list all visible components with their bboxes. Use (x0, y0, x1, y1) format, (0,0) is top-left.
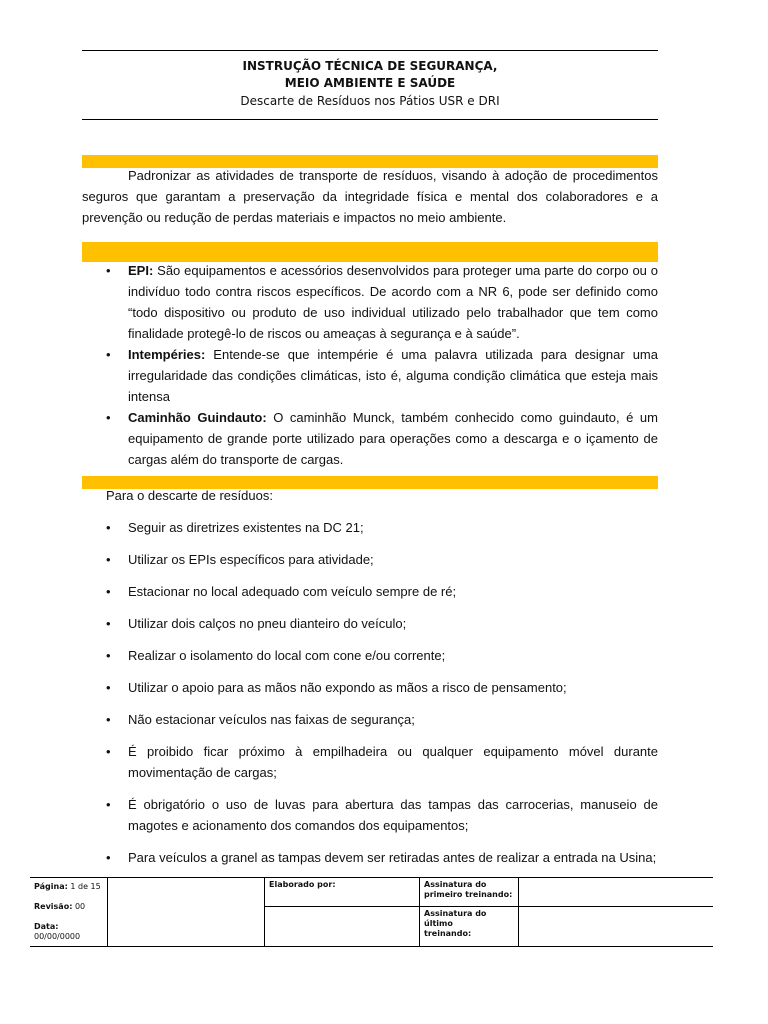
document-header (82, 58, 658, 111)
list-item (82, 677, 658, 698)
step-text: Realizar o isolamento do local com cone e/ou corrente; (128, 648, 446, 663)
prepared-by-lower-cell (265, 906, 420, 946)
bullet-icon: • (106, 680, 111, 695)
definition-term: Intempéries: (128, 347, 206, 362)
bullet-icon: • (106, 712, 111, 727)
definition-text: Entende-se que intempérie é uma palavra utilizada para designar uma irregularidade das condições climáticas, isto é, alguma condição climática que esteja mais intensa (128, 347, 658, 404)
bullet-icon: • (106, 410, 111, 425)
step-text: Estacionar no local adequado com veículo sempre de ré; (128, 584, 457, 599)
revision-label: Revisão: (34, 902, 73, 911)
date-value: 00/00/0000 (34, 932, 81, 941)
bullet-icon: • (106, 744, 111, 759)
header-title-line-2: MEIO AMBIENTE E SAÚDE (284, 76, 456, 90)
bullet-icon: • (106, 552, 111, 567)
definition-term: Caminhão Guindauto: (128, 410, 267, 425)
date-label: Data: (34, 922, 59, 931)
first-training-label-line2: primeiro treinando: (424, 890, 513, 899)
definition-term: EPI: (128, 263, 154, 278)
definition-item-intemperies (82, 344, 658, 407)
page-value: 1 de 15 (70, 882, 101, 891)
header-subtitle: Descarte de Resíduos nos Pátios USR e DRI (240, 94, 500, 108)
last-training-label-cell (420, 906, 519, 946)
list-item (82, 741, 658, 783)
step-text: É proibido ficar próximo à empilhadeira ou qualquer equipamento móvel durante movimentação de cargas; (128, 744, 658, 780)
bullet-icon: • (106, 797, 111, 812)
footer-metadata-cell (30, 878, 108, 947)
footer-blank-cell (108, 878, 265, 947)
step-text: Seguir as diretrizes existentes na DC 21; (128, 520, 364, 535)
header-title-line-1: INSTRUÇÃO TÉCNICA DE SEGURANÇA, (242, 59, 498, 73)
bullet-icon: • (106, 520, 111, 535)
last-training-label-line1: Assinatura do último (424, 908, 487, 928)
list-item (82, 645, 658, 666)
list-item (82, 581, 658, 602)
step-text: Utilizar os EPIs específicos para atividade; (128, 552, 374, 567)
objective-paragraph: Padronizar as atividades de transporte de resíduos, visando à adoção de procedimentos seguros que garantam a preservação da integridade física e mental dos colaboradores e a prevenção ou redução de perdas materiais e impactos no meio ambiente. (82, 168, 658, 225)
bullet-icon: • (106, 347, 111, 362)
last-training-label-line2: treinando: (424, 928, 472, 938)
first-training-label-line1: Assinatura do (424, 880, 487, 889)
step-text: Utilizar dois calços no pneu dianteiro do veículo; (128, 616, 407, 631)
list-item (82, 613, 658, 634)
definition-item-guindauto (82, 407, 658, 470)
last-training-signature-cell (519, 906, 714, 946)
step-text: Não estacionar veículos nas faixas de segurança; (128, 712, 415, 727)
prepared-by-label: Elaborado por: (269, 880, 336, 889)
prepared-by-cell (265, 878, 420, 907)
definition-text: O caminhão Munck, também conhecido como guindauto, é um equipamento de grande porte utilizado para operações como a descarga e o içamento de cargas além do transporte de cargas. (128, 410, 658, 467)
step-text: Utilizar o apoio para as mãos não expondo as mãos a risco de pensamento; (128, 680, 567, 695)
header-top-rule (82, 50, 658, 51)
bullet-icon: • (106, 648, 111, 663)
list-item (82, 517, 658, 538)
list-item (82, 549, 658, 570)
first-training-label-cell (420, 878, 519, 907)
section-bar-definitions (82, 242, 658, 262)
definitions-list (82, 260, 658, 470)
step-text: Para veículos a granel as tampas devem ser retiradas antes de realizar a entrada na Usina; (128, 850, 657, 865)
page-label: Página: (34, 882, 68, 891)
footer-control-table (30, 877, 713, 947)
list-item (82, 847, 658, 868)
bullet-icon: • (106, 850, 111, 865)
list-item (82, 794, 658, 836)
bullet-icon: • (106, 584, 111, 599)
procedure-lead: Para o descarte de resíduos: (106, 488, 273, 503)
procedure-steps-list (82, 517, 658, 879)
first-training-signature-cell (519, 878, 714, 907)
bullet-icon: • (106, 263, 111, 278)
definition-item-epi (82, 260, 658, 344)
step-text: É obrigatório o uso de luvas para abertura das tampas das carrocerias, manuseio de magotes e acionamento dos comandos dos equipamentos; (128, 797, 658, 833)
bullet-icon: • (106, 616, 111, 631)
header-bottom-rule (82, 119, 658, 120)
definition-text: São equipamentos e acessórios desenvolvidos para proteger uma parte do corpo ou o indivíduo todo contra riscos específicos. De acordo com a NR 6, pode ser definido como “todo dispositivo ou produto de uso individual utilizado pelo trabalhador que tem como finalidade protegê-lo de riscos ou ameaças à segurança e à saúde”. (128, 263, 658, 341)
revision-value: 00 (74, 902, 86, 911)
list-item (82, 709, 658, 730)
